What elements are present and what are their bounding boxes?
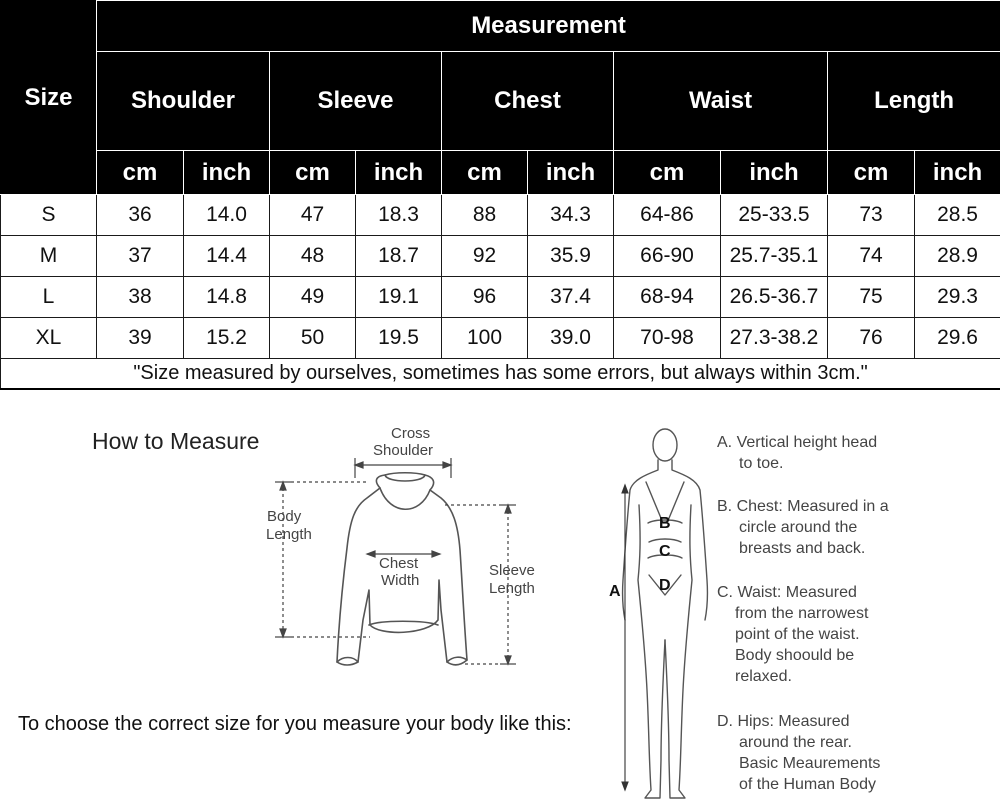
body-length-label: Length bbox=[266, 526, 312, 543]
description-line: Basic Meaurements bbox=[739, 755, 881, 772]
body-length-label: Body bbox=[267, 508, 302, 525]
table-cell: 27.3-38.2 bbox=[721, 318, 828, 359]
size-cell: XL bbox=[1, 318, 97, 359]
how-to-measure-title: How to Measure bbox=[92, 428, 260, 454]
body-measure-diagram bbox=[605, 420, 715, 805]
cross-shoulder-label: Cross bbox=[391, 425, 431, 442]
size-header: Size bbox=[1, 1, 97, 195]
table-row bbox=[1, 195, 1000, 236]
table-cell: 18.3 bbox=[356, 195, 442, 236]
description-line: Body shoould be bbox=[735, 647, 855, 664]
marker-a: A bbox=[609, 583, 621, 600]
instruction-text: To choose the correct size for you measure your body like this: bbox=[18, 713, 572, 735]
unit-header: inch bbox=[915, 151, 1000, 195]
table-cell: 88 bbox=[442, 195, 528, 236]
description-line: around the rear. bbox=[739, 734, 852, 751]
table-cell: 29.6 bbox=[915, 318, 1000, 359]
table-cell: 96 bbox=[442, 277, 528, 318]
table-cell: 18.7 bbox=[356, 236, 442, 277]
table-cell: 39.0 bbox=[528, 318, 614, 359]
group-header-sleeve: Sleeve bbox=[270, 52, 442, 151]
table-cell: 75 bbox=[828, 277, 915, 318]
description-line: from the narrowest bbox=[735, 605, 869, 622]
cross-shoulder-label: Shoulder bbox=[373, 442, 434, 459]
sleeve-length-label: Sleeve bbox=[489, 562, 535, 579]
chest-width-label: Chest bbox=[379, 555, 419, 572]
description-line: breasts and back. bbox=[739, 540, 866, 557]
table-cell: 70-98 bbox=[614, 318, 721, 359]
table-cell: 64-86 bbox=[614, 195, 721, 236]
size-cell: L bbox=[1, 277, 97, 318]
group-header-shoulder: Shoulder bbox=[97, 52, 270, 151]
unit-header: inch bbox=[184, 151, 270, 195]
table-cell: 35.9 bbox=[528, 236, 614, 277]
table-cell: 92 bbox=[442, 236, 528, 277]
measurement-header: Measurement bbox=[97, 1, 1000, 52]
table-cell: 29.3 bbox=[915, 277, 1000, 318]
description-line: D. Hips: Measured bbox=[717, 713, 850, 730]
table-note-row bbox=[1, 359, 1000, 390]
unit-header: cm bbox=[270, 151, 356, 195]
table-cell: 34.3 bbox=[528, 195, 614, 236]
description-a bbox=[717, 432, 997, 474]
size-cell: M bbox=[1, 236, 97, 277]
table-cell: 25.7-35.1 bbox=[721, 236, 828, 277]
table-cell: 68-94 bbox=[614, 277, 721, 318]
table-cell: 14.8 bbox=[184, 277, 270, 318]
description-d bbox=[717, 711, 997, 795]
description-line: A. Vertical height head bbox=[717, 434, 878, 451]
table-cell: 37.4 bbox=[528, 277, 614, 318]
table-cell: 19.1 bbox=[356, 277, 442, 318]
unit-header: cm bbox=[97, 151, 184, 195]
description-line: point of the waist. bbox=[735, 626, 860, 643]
table-cell: 14.4 bbox=[184, 236, 270, 277]
description-line: relaxed. bbox=[735, 668, 792, 685]
description-line: B. Chest: Measured in a bbox=[717, 498, 889, 515]
table-cell: 73 bbox=[828, 195, 915, 236]
description-b bbox=[717, 496, 997, 559]
description-line: of the Human Body bbox=[739, 776, 876, 793]
table-cell: 26.5-36.7 bbox=[721, 277, 828, 318]
marker-b: B bbox=[659, 515, 671, 532]
table-cell: 25-33.5 bbox=[721, 195, 828, 236]
table-cell: 14.0 bbox=[184, 195, 270, 236]
table-cell: 49 bbox=[270, 277, 356, 318]
table-row bbox=[1, 318, 1000, 359]
table-cell: 74 bbox=[828, 236, 915, 277]
description-c bbox=[717, 582, 997, 687]
table-cell: 38 bbox=[97, 277, 184, 318]
table-cell: 50 bbox=[270, 318, 356, 359]
marker-d: D bbox=[659, 577, 671, 594]
garment-measure-diagram bbox=[255, 420, 555, 670]
table-cell: 47 bbox=[270, 195, 356, 236]
description-line: C. Waist: Measured bbox=[717, 584, 857, 601]
group-header-waist: Waist bbox=[614, 52, 828, 151]
table-cell: 28.9 bbox=[915, 236, 1000, 277]
unit-header: cm bbox=[614, 151, 721, 195]
unit-header: cm bbox=[442, 151, 528, 195]
sleeve-length-label: Length bbox=[489, 580, 535, 597]
size-cell: S bbox=[1, 195, 97, 236]
group-header-length: Length bbox=[828, 52, 1000, 151]
table-cell: 100 bbox=[442, 318, 528, 359]
description-line: to toe. bbox=[739, 455, 784, 472]
table-row bbox=[1, 277, 1000, 318]
table-cell: 76 bbox=[828, 318, 915, 359]
table-cell: 19.5 bbox=[356, 318, 442, 359]
table-cell: 48 bbox=[270, 236, 356, 277]
unit-header: inch bbox=[721, 151, 828, 195]
table-row bbox=[1, 236, 1000, 277]
table-cell: 39 bbox=[97, 318, 184, 359]
table-cell: 36 bbox=[97, 195, 184, 236]
chest-width-label: Width bbox=[381, 572, 420, 589]
description-line: circle around the bbox=[739, 519, 858, 536]
measurement-note: "Size measured by ourselves, sometimes has some errors, but always within 3cm." bbox=[1, 359, 1000, 390]
table-cell: 66-90 bbox=[614, 236, 721, 277]
table-cell: 15.2 bbox=[184, 318, 270, 359]
table-cell: 28.5 bbox=[915, 195, 1000, 236]
unit-header: inch bbox=[528, 151, 614, 195]
size-chart-table bbox=[0, 0, 1000, 390]
unit-header: cm bbox=[828, 151, 915, 195]
unit-header: inch bbox=[356, 151, 442, 195]
marker-c: C bbox=[659, 543, 671, 560]
group-header-chest: Chest bbox=[442, 52, 614, 151]
table-cell: 37 bbox=[97, 236, 184, 277]
